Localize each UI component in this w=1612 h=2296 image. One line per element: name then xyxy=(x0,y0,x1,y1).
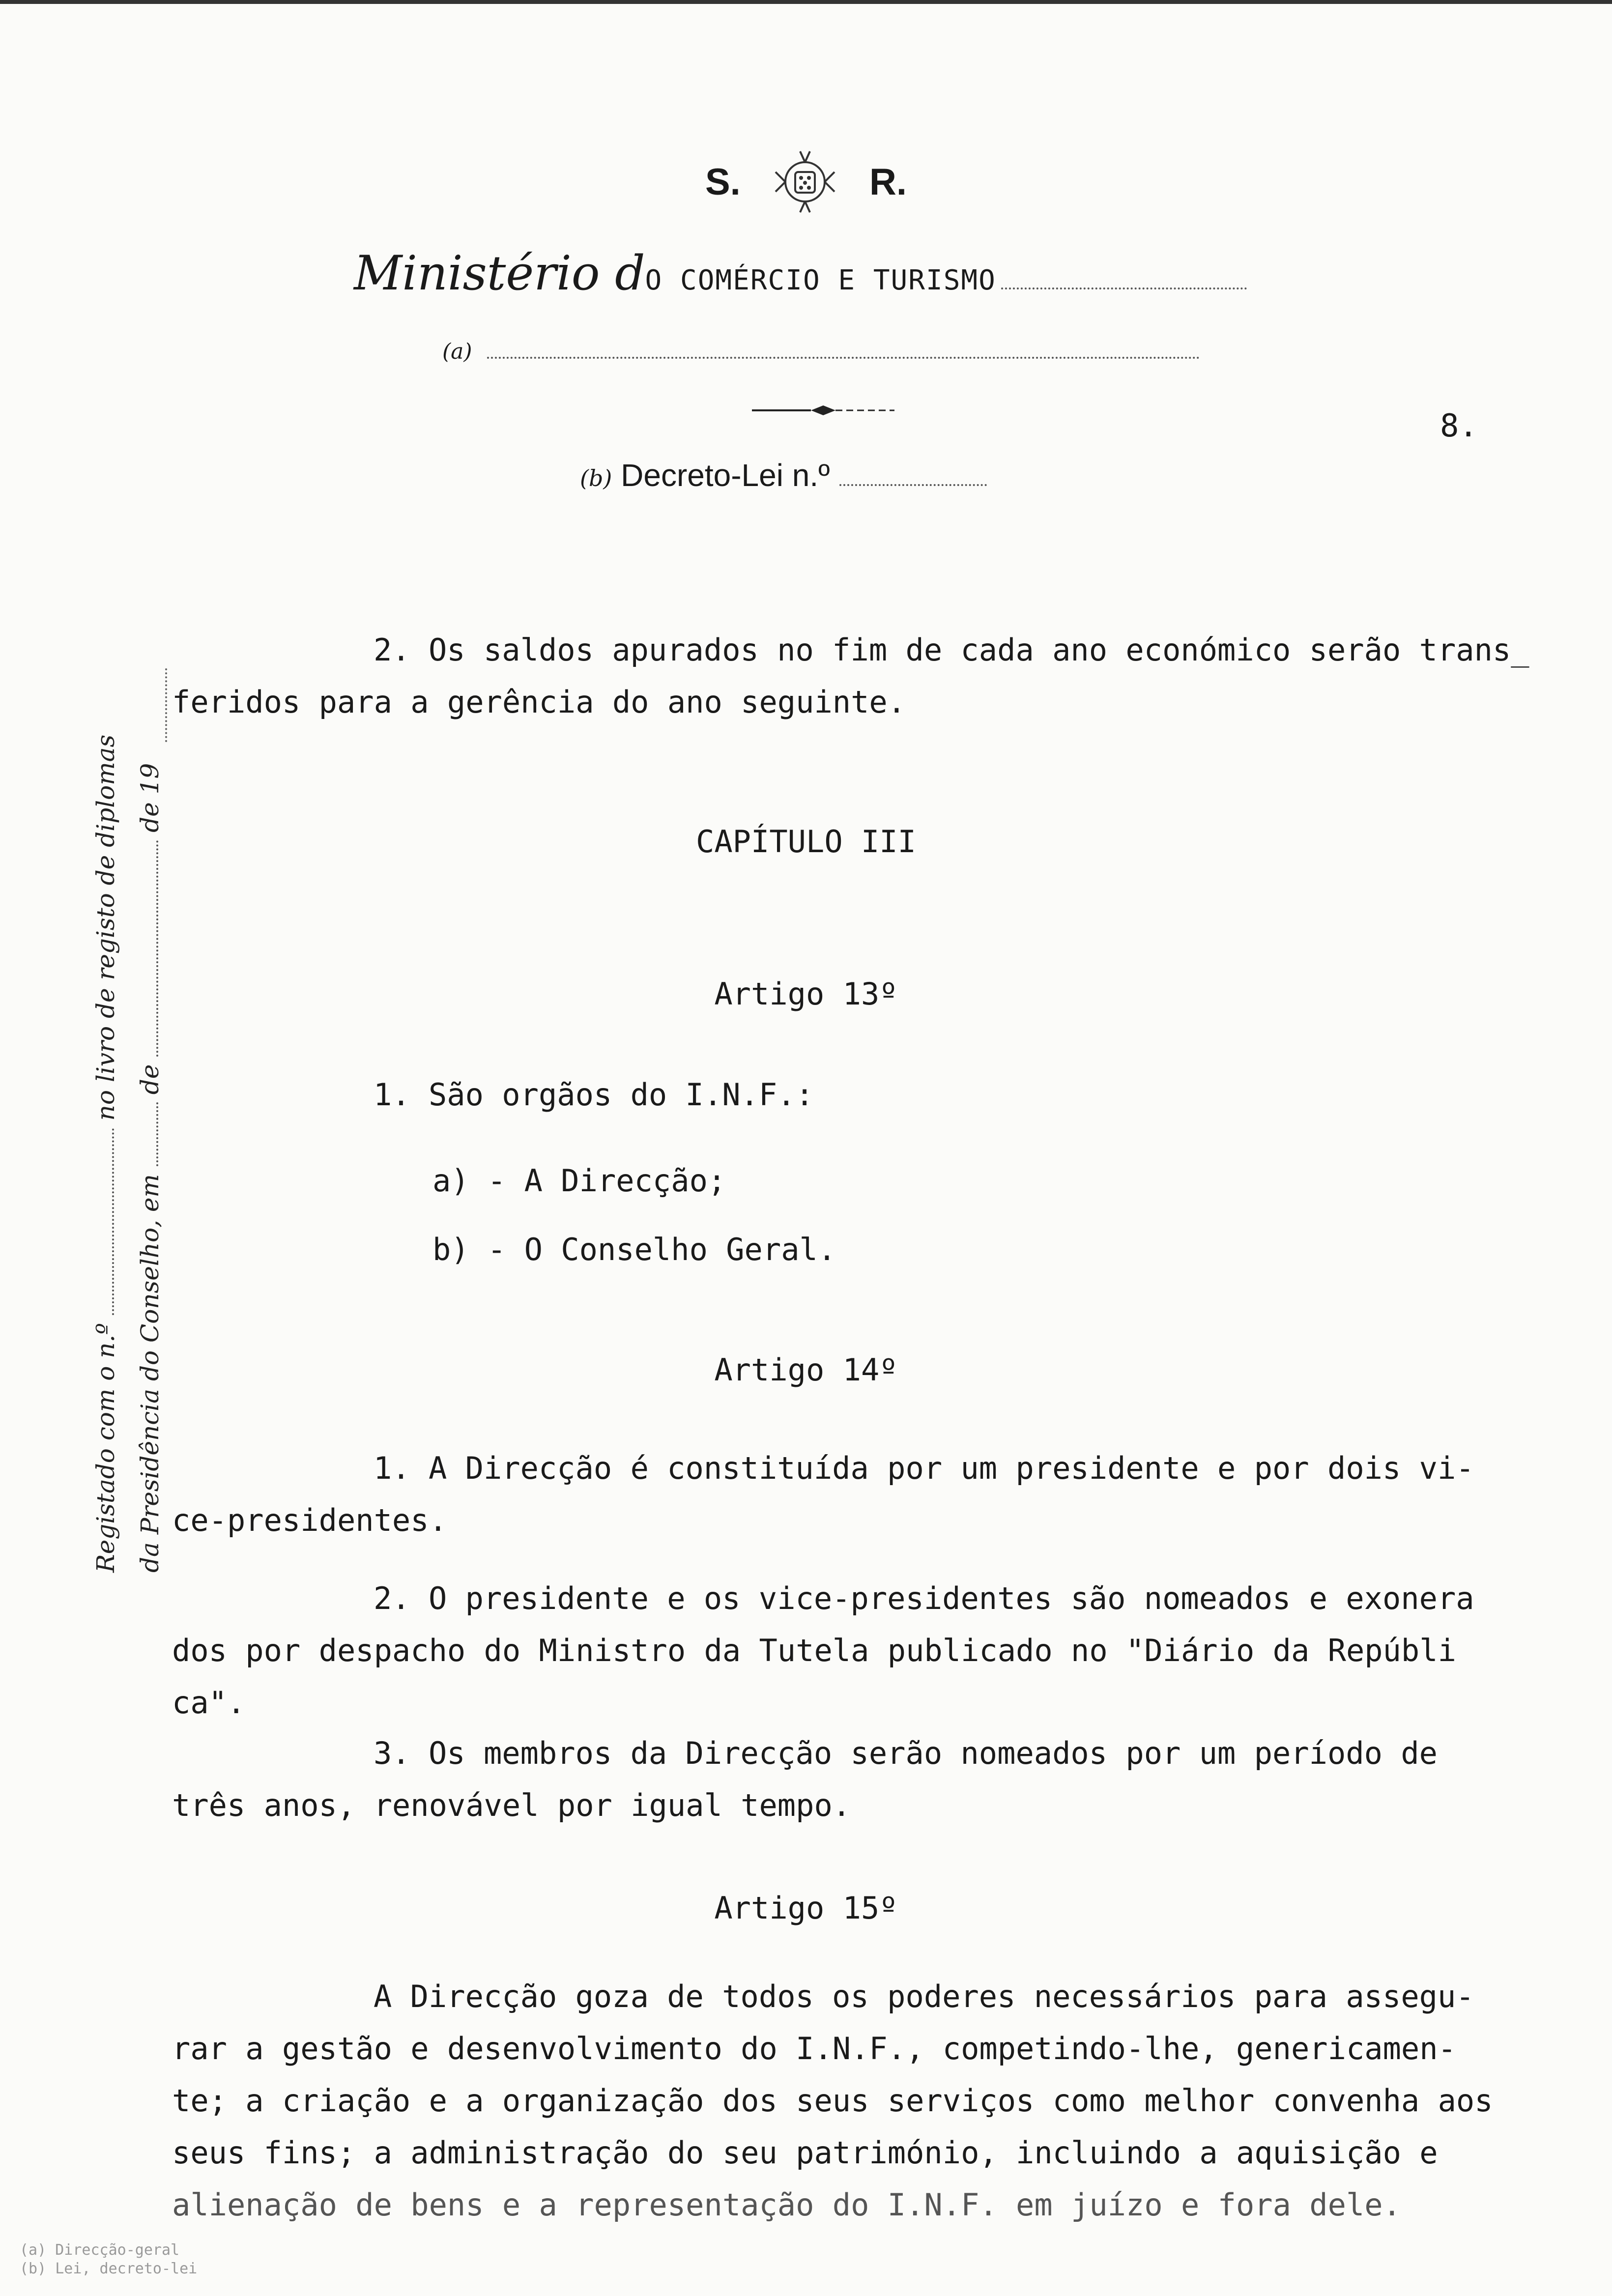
ministry-line xyxy=(354,246,1288,301)
article-13-item-a: a) - A Direcção; xyxy=(432,1163,726,1199)
article-15-line-1: A Direcção goza de todos os poderes necessários para assegu- xyxy=(374,1979,1474,2014)
article-14-p3-line-1: 3. Os membros da Direcção serão nomeados por um período de xyxy=(374,1735,1438,1771)
stamp-month-blank xyxy=(156,840,158,1057)
registration-stamp xyxy=(84,639,172,1573)
article-14-paragraph-1 xyxy=(172,1442,1474,1547)
article-14-p3-line-2: três anos, renovável por igual tempo. xyxy=(172,1787,851,1823)
ornament-divider xyxy=(752,403,894,418)
header-s: S. xyxy=(705,161,741,203)
stamp-livro: no livro de registo de diplomas xyxy=(91,734,120,1121)
coat-of-arms-icon xyxy=(771,147,839,216)
article-14-p2-line-2: dos por despacho do Ministro da Tutela publicado no "Diário da Repúbli xyxy=(172,1633,1456,1668)
stamp-day-blank xyxy=(156,1102,158,1166)
article-15-line-2: rar a gestão e desenvolvimento do I.N.F., competindo-lhe, genericamen- xyxy=(172,2031,1456,2066)
article-13-paragraph-1: 1. São orgãos do I.N.F.: xyxy=(374,1077,814,1113)
decreto-label: (b) xyxy=(580,465,612,491)
state-header xyxy=(0,147,1612,216)
footnote-line-1: (a) Direcção-geral xyxy=(20,2241,180,2259)
page-number: 8. xyxy=(1440,408,1478,444)
header-r: R. xyxy=(869,161,907,203)
ministry-leader-dots xyxy=(1001,287,1247,289)
footnote xyxy=(20,2241,197,2278)
article-14-p1-line-1: 1. A Direcção é constituída por um presidente e por dois vi- xyxy=(374,1450,1474,1486)
footnote-line-2: (b) Lei, decreto-lei xyxy=(20,2260,198,2277)
registration-stamp-row-2 xyxy=(128,639,172,1573)
line-a xyxy=(442,339,1200,364)
stamp-year: de 19 xyxy=(136,763,164,832)
ministry-name: O COMÉRCIO E TURISMO xyxy=(645,264,996,296)
article-15-line-4: seus fins; a administração do seu património, incluindo a aquisição e xyxy=(172,2135,1438,2171)
line-a-leader-dots xyxy=(487,357,1200,359)
article-15-heading: Artigo 15º xyxy=(714,1890,898,1926)
stamp-registado: Registado com o n.º xyxy=(91,1323,120,1573)
stamp-number-blank xyxy=(112,1128,114,1315)
article-14-heading: Artigo 14º xyxy=(714,1352,898,1388)
decreto-leader-dots xyxy=(839,484,987,486)
article-15-line-3: te; a criação e a organização dos seus serviços como melhor convenha aos xyxy=(172,2083,1493,2119)
article-15-line-5: alienação de bens e a representação do I.N.F. em juízo e fora dele. xyxy=(172,2187,1401,2223)
article-14-paragraph-2 xyxy=(172,1573,1474,1729)
decreto-text: Decreto-Lei n.º xyxy=(621,458,830,493)
chapter-heading: CAPÍTULO III xyxy=(696,824,916,860)
registration-stamp-row-1 xyxy=(84,639,128,1573)
paragraph-saldos-line-2: feridos para a gerência do ano seguinte. xyxy=(172,684,906,720)
decreto-line xyxy=(580,457,987,493)
stamp-presidencia: da Presidência do Conselho, em xyxy=(136,1174,164,1573)
article-13-item-b: b) - O Conselho Geral. xyxy=(432,1232,836,1267)
article-14-p2-line-1: 2. O presidente e os vice-presidentes são nomeados e exonera xyxy=(374,1580,1474,1616)
article-14-p2-line-3: ca". xyxy=(172,1685,246,1721)
article-13-heading: Artigo 13º xyxy=(714,976,898,1012)
paragraph-saldos xyxy=(172,624,1529,728)
paragraph-saldos-line-1: 2. Os saldos apurados no fim de cada ano económico serão trans_ xyxy=(374,632,1529,668)
article-14-paragraph-3 xyxy=(172,1727,1438,1832)
line-a-label: (a) xyxy=(442,339,472,364)
article-14-p1-line-2: ce-presidentes. xyxy=(172,1502,447,1538)
article-15-paragraph xyxy=(172,1971,1493,2231)
top-rule xyxy=(0,0,1612,4)
stamp-de-1: de xyxy=(136,1064,164,1095)
ministry-prefix: Ministério d xyxy=(354,246,645,301)
